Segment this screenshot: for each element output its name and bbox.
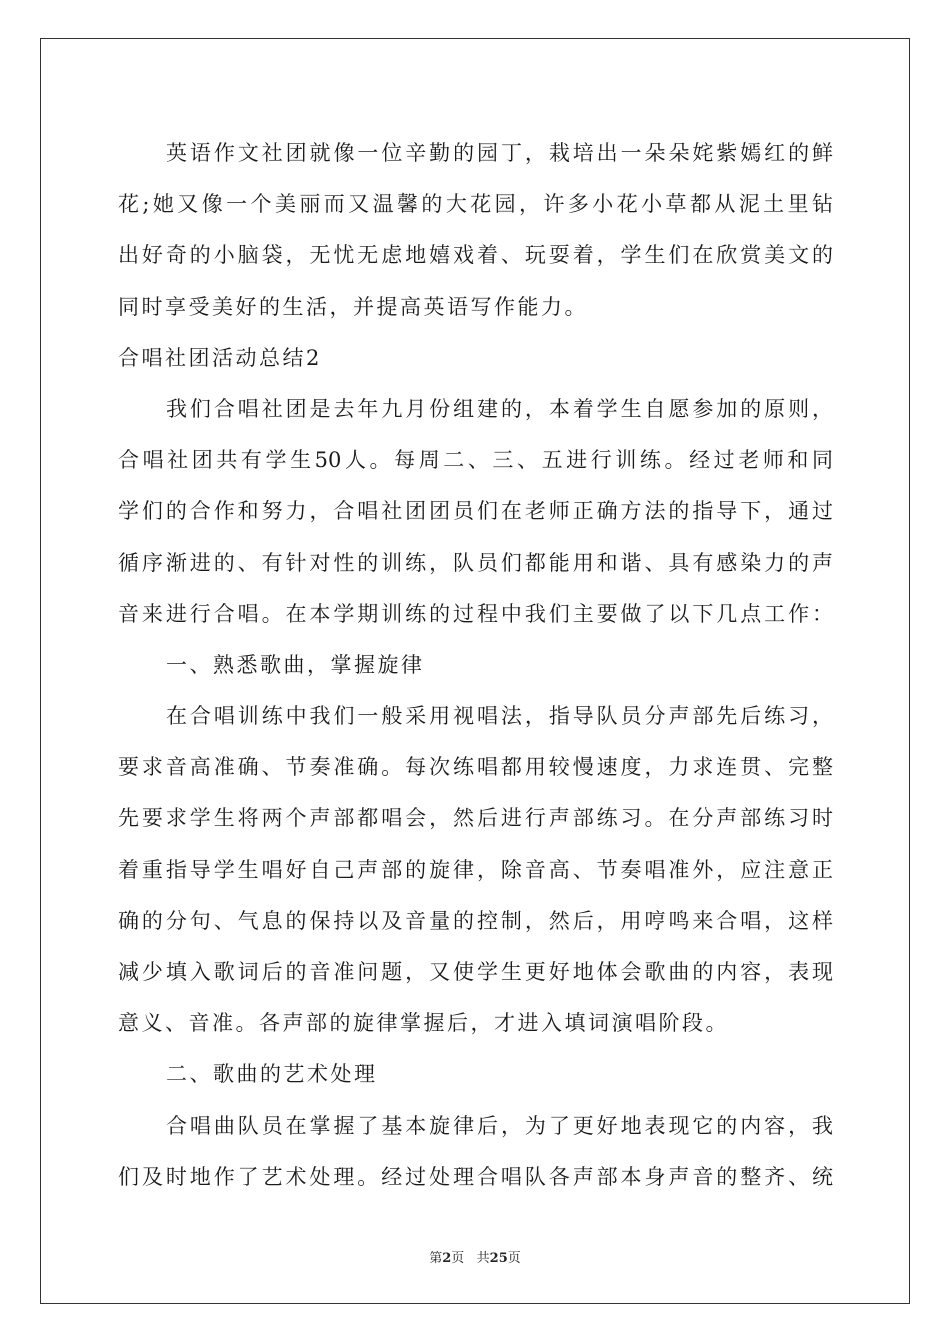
- text-line: 花;她又像一个美丽而又温馨的大花园，许多小花小草都从泥土里钻: [118, 192, 833, 217]
- document-body: [118, 128, 833, 1203]
- page-footer: [0, 1247, 950, 1266]
- text-line: 合唱社团共有学生50人。每周二、三、五进行训练。经过老师和同: [118, 448, 833, 473]
- subheading: 二、歌曲的艺术处理: [166, 1062, 378, 1087]
- text-line: 们及时地作了艺术处理。经过处理合唱队各声部本身声音的整齐、统: [118, 1164, 833, 1189]
- text-line: 合唱曲队员在掌握了基本旋律后，为了更好地表现它的内容，我: [166, 1113, 833, 1138]
- subheading: 一、熟悉歌曲，掌握旋律: [166, 652, 425, 677]
- footer-suffix: 页: [507, 1251, 521, 1266]
- text-line: 循序渐进的、有针对性的训练，队员们都能用和谐、具有感染力的声: [118, 550, 833, 575]
- footer-middle: 页 共: [451, 1251, 490, 1266]
- footer-prefix: 第: [429, 1251, 443, 1266]
- text-line: 先要求学生将两个声部都唱会，然后进行声部练习。在分声部练习时: [118, 806, 833, 831]
- text-line: 在合唱训练中我们一般采用视唱法，指导队员分声部先后练习，: [166, 704, 833, 729]
- text-line: 出好奇的小脑袋，无忧无虑地嬉戏着、玩耍着，学生们在欣赏美文的: [118, 243, 833, 268]
- section-title: 合唱社团活动总结2: [118, 345, 322, 370]
- text-line: 减少填入歌词后的音准问题，又使学生更好地体会歌曲的内容，表现: [118, 960, 833, 984]
- current-page-number: 2: [442, 1251, 452, 1266]
- text-line: 意义、音准。各声部的旋律掌握后，才进入填词演唱阶段。: [118, 1011, 729, 1036]
- total-pages-number: 25: [489, 1251, 508, 1266]
- text-line: 学们的合作和努力，合唱社团团员们在老师正确方法的指导下，通过: [118, 499, 833, 524]
- text-line: 音来进行合唱。在本学期训练的过程中我们主要做了以下几点工作：: [118, 601, 833, 626]
- text-line: 要求音高准确、节奏准确。每次练唱都用较慢速度，力求连贯、完整: [118, 755, 833, 780]
- text-line: 英语作文社团就像一位辛勤的园丁，栽培出一朵朵姹紫嫣红的鲜: [166, 141, 833, 165]
- text-line: 同时享受美好的生活，并提高英语写作能力。: [118, 294, 588, 319]
- text-line: 着重指导学生唱好自己声部的旋律，除音高、节奏唱准外，应注意正: [118, 857, 833, 882]
- text-line: 确的分句、气息的保持以及音量的控制，然后，用哼鸣来合唱，这样: [118, 908, 833, 933]
- text-line: 我们合唱社团是去年九月份组建的，本着学生自愿参加的原则，: [166, 396, 833, 421]
